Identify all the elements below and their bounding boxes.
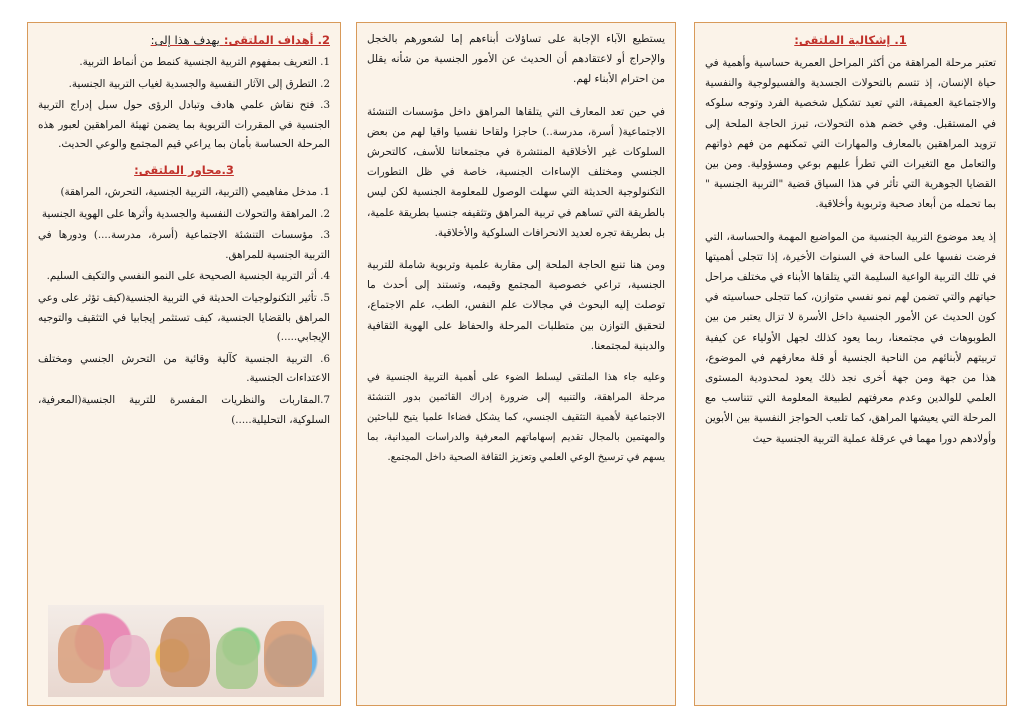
problem-paragraph-1: تعتبر مرحلة المراهقة من أكثر المراحل العمرية حساسية وأهمية في حياة الإنسان، إذ تتسم بالتحولات الجسدية والفسيولوجية والنفسية والاجتماعية العميقة، التي تعيد تشكيل شخصية الفرد وتوجه سلوكه في المستقبل. وفي خضم هذه التحولات، تبرز الحاجة الملحة إلى تزويد المراهقين بالمعارف والمهارات التي تمكنهم من فهم ذواتهم والتعامل مع التغيرات التي تطرأ عليهم بوعي ومسؤولية. ومن بين القضايا الجوهرية التي تأثر في هذا السياق قضية "التربية الجنسية " بما تحمله من أبعاد صحية وتربوية وأخلاقية. — [705, 57, 996, 211]
goal-item: 3. فتح نقاش علمي هادف وتبادل الرؤى حول سبل إدراج التربية الجنسية في المقررات التربوية بما يضمن تهيئة المراهقين لعبور هذه المرحلة الحساسة بأمان بما يراعي قيم المجتمع والوعي الحديث. — [38, 99, 330, 151]
axes-heading: 3.محاور الملتقى: — [134, 162, 234, 177]
axis-item: 5. تأثير التكنولوجيات الحديثة في التربية الجنسية(كيف تؤثر على وعي المراهق بالقضايا الجنسية، كيف تستثمر إيجابيا في التثقيف والتوجيه الإيجابي.....) — [38, 291, 330, 344]
goal-item: 1. التعريف بمفهوم التربية الجنسية كنمط من أنماط التربية. — [79, 56, 330, 68]
middle-paragraph-3: ومن هنا تنبع الحاجة الملحة إلى مقاربة علمية وتربوية شاملة للتربية الجنسية، تراعي خصوصية المجتمع وقيمه، وتستند إلى أحدث ما توصلت إليه البحوث في مجالات علم النفس، الطب، علم الاجتماع، لتحقيق التوازن بين متطلبات المرحلة والحفاظ على الهوية الثقافية والدينية لمجتمعنا. — [367, 259, 665, 352]
hand-shape — [110, 635, 150, 687]
middle-paragraph-2: في حين تعد المعارف التي يتلقاها المراهق داخل مؤسسات التنشئة الاجتماعية( أسرة، مدرسة..) حاجزا ولقاحا نفسيا واقيا لهم من بعض السلوكات غير الأخلاقية المنتشرة في مجتمعاتنا للأسف، كالتحرش الجنسي ومختلف الإساءات الجنسية، خاصة في ظل التطورات التكنولوجية الحديثة التي سهلت الوصول للمعلومة الجنسية لكن ليس بالطريقة التي تساهم في تربية المراهق وتثقيفه جنسيا بطريقة علمية، بل بطريقة تجره لعديد الانحرافات السلوكية والأخلاقية. — [367, 105, 665, 239]
middle-paragraph-4: وعليه جاء هذا الملتقى ليسلط الضوء على أهمية التربية الجنسية في مرحلة المراهقة، والتنبيه إلى ضرورة إدراك القائمين بدور التنشئة الاجتماعية لأهمية التثقيف الجنسي، كما يشكل فضاءا علميا يتيح للباحثين والمهتمين بالمجال تقديم إسهاماتهم المعرفية والدراسات الميدانية، بما يسهم في ترسيخ الوعي العلمي وتعزيز الثقافة الصحية داخل المجتمع. — [367, 372, 665, 464]
problem-continued-panel — [356, 22, 676, 706]
goal-item: 2. التطرق إلى الآثار النفسية والجسدية لغياب التربية الجنسية. — [68, 77, 330, 90]
goals-heading-title: 2. أهداف الملتقى: — [223, 33, 330, 47]
hand-shape — [160, 617, 210, 687]
axis-item: 3. مؤسسات التنشئة الاجتماعية (أسرة، مدرسة....) ودورها في التربية الجنسية للمراهق. — [38, 229, 330, 261]
axis-item: 4. أثر التربية الجنسية الصحيحة على النمو النفسي والتكيف السليم. — [46, 270, 330, 283]
teens-painted-hands-photo — [48, 605, 324, 697]
goals-heading — [38, 31, 330, 49]
axis-item: 1. مدخل مفاهيمي (التربية، التربية الجنسية، التحرش، المراهقة) — [60, 185, 330, 198]
hand-shape — [58, 625, 104, 683]
hand-shape — [264, 621, 312, 687]
goals-intro: يهدف هذا إلى: — [150, 33, 220, 47]
hand-shape — [216, 631, 258, 689]
axis-item: 6. التربية الجنسية كآلية وقائية من التحرش الجنسي ومختلف الاعتداءات الجنسية. — [38, 352, 330, 385]
axis-item: 7.المقاربات والنظريات المفسرة للتربية الجنسية(المعرفية، السلوكية، التحليلية.....) — [38, 393, 330, 426]
middle-paragraph-1: يستطيع الآباء الإجابة على تساؤلات أبناءهم إما لشعورهم بالخجل والإحراج أو لاعتقادهم أن الحديث عن الأمور الجنسية من شأنه يقلل من احترام الأبناء لهم. — [367, 33, 665, 86]
problem-paragraph-2: إذ يعد موضوع التربية الجنسية من المواضيع المهمة والحساسة، التي فرضت نفسها على الساحة في السنوات الأخيرة، إذا تتجلى أهميتها في تلك التربية الواعية السليمة التي يتلقاها الأبناء في مختلف مراحل حياتهم والتي تضمن لهم نمو نفسي متوازن، كما تتجلى حساسيته في كون الحديث عن الأمور الجنسية داخل الأسرة لا تزال يعتبر من بين الطوبوهات في مجتمعنا، ربما يعود كذلك لجهل الأولياء عن كيفية تربيتهم لأبنائهم من الناحية الجنسية أو قلة معارفهم في الموضوع، هذا من جهة ومن جهة أخرى نجد ذلك يعود لمحدودية المستوى العلمي للوالدين وعدم معرفتهم لطبيعة المعلومة التي تتناسب مع المرحلة التي يعيشها المراهق، كما تلعب الحواجز النفسية بين الأبوين وأولادهم دورا مهما في عرقلة عملية التربية الجنسية حيث — [705, 230, 996, 445]
problem-panel — [694, 22, 1007, 706]
axes-list — [38, 183, 330, 430]
problem-heading: 1. إشكالية الملتقى: — [794, 33, 907, 47]
goals-list — [38, 53, 330, 155]
goals-axes-panel — [27, 22, 341, 706]
axis-item: 2. المراهقة والتحولات النفسية والجسدية وأثرها على الهوية الجنسية — [41, 207, 330, 220]
